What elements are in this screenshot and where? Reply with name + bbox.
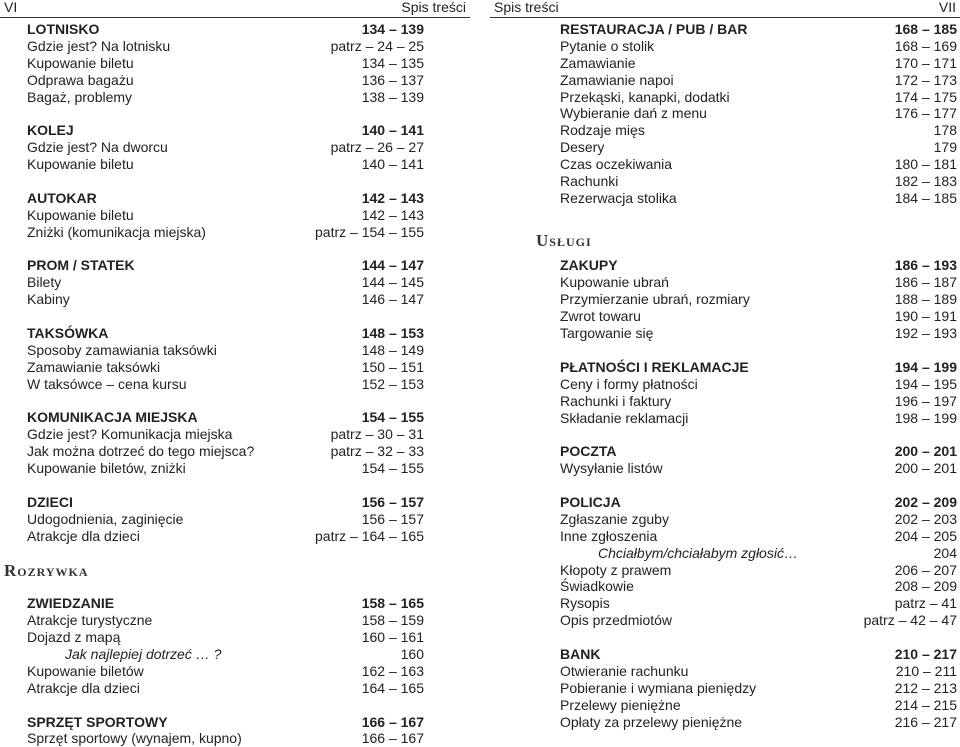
entry-pages: 214 – 215 xyxy=(894,696,957,713)
entry-pages: patrz – 164 – 165 xyxy=(315,527,424,544)
entry-pages: 176 – 177 xyxy=(894,105,957,122)
entry-pages: 202 – 203 xyxy=(894,510,957,527)
entry-pages: 208 – 209 xyxy=(894,578,957,595)
spacer xyxy=(560,477,957,494)
entry-pages: 204 – 205 xyxy=(894,527,957,544)
section-title xyxy=(536,231,592,251)
entry-title: Rachunki i faktury xyxy=(560,392,672,409)
toc-entry xyxy=(560,410,957,427)
entry-title: KOLEJ xyxy=(27,122,74,139)
entry-title: Gdzie jest? Na lotnisku xyxy=(27,37,171,54)
toc-entry xyxy=(27,72,424,89)
entry-title: W taksówce – cena kursu xyxy=(27,375,187,392)
entry-pages: 198 – 199 xyxy=(894,409,957,426)
entry-pages: 154 – 155 xyxy=(361,409,424,426)
entry-pages: patrz – 154 – 155 xyxy=(315,223,424,240)
entry-title: ZAKUPY xyxy=(560,257,618,274)
page-header xyxy=(490,0,960,18)
entry-pages: 138 – 139 xyxy=(361,88,424,105)
entry-title: Składanie reklamacji xyxy=(560,409,689,426)
toc-entry xyxy=(27,139,424,156)
entry-pages: patrz – 42 – 47 xyxy=(863,612,957,629)
table-of-contents xyxy=(560,21,957,730)
toc-entry xyxy=(27,528,424,545)
toc-entry xyxy=(560,714,957,731)
entry-pages: 179 xyxy=(933,139,957,156)
entry-title: RESTAURACJA / PUB / BAR xyxy=(560,21,748,37)
toc-entry xyxy=(560,38,957,55)
page-header xyxy=(0,0,470,18)
entry-title: BANK xyxy=(560,645,601,662)
toc-entry xyxy=(27,38,424,55)
entry-title: Odprawa bagażu xyxy=(27,71,134,88)
toc-entry xyxy=(560,274,957,291)
spacer xyxy=(560,342,957,359)
entry-pages: 210 – 217 xyxy=(894,645,957,662)
entry-pages: 194 – 199 xyxy=(894,358,957,375)
entry-title: Zniżki (komunikacja miejska) xyxy=(27,223,206,240)
toc-entry xyxy=(27,629,424,646)
running-title: Spis treści xyxy=(401,0,466,15)
entry-title: Otwieranie rachunku xyxy=(560,662,689,679)
toc-entry xyxy=(560,528,957,545)
entry-title: Zamawianie taksówki xyxy=(27,358,161,375)
entry-title: Przymierzanie ubrań, rozmiary xyxy=(560,291,750,308)
spacer xyxy=(27,697,424,714)
toc-heading xyxy=(27,494,424,511)
entry-title: Sprzęt sportowy (wynajem, kupno) xyxy=(27,730,242,747)
entry-title: Atrakcje dla dzieci xyxy=(27,527,140,544)
entry-title: Chciałbym/chciałabym zgłosić… xyxy=(598,544,798,561)
toc-entry xyxy=(27,291,424,308)
toc-entry xyxy=(27,680,424,697)
entry-pages: 216 – 217 xyxy=(894,713,957,730)
entry-title: Zamawianie napoi xyxy=(560,71,674,88)
entry-pages: patrz – 30 – 31 xyxy=(330,426,424,443)
entry-title: Kupowanie ubrań xyxy=(560,274,669,291)
entry-title: Przekąski, kanapki, dodatki xyxy=(560,88,730,105)
entry-pages: 156 – 157 xyxy=(361,493,424,510)
entry-title: Pobieranie i wymiana pieniędzy xyxy=(560,679,757,696)
entry-title: Rachunki xyxy=(560,173,619,190)
entry-title: Desery xyxy=(560,139,605,156)
toc-entry xyxy=(560,578,957,595)
entry-title: Atrakcje turystyczne xyxy=(27,612,153,629)
entry-title: Dojazd z mapą xyxy=(27,629,121,646)
entry-pages: patrz – 24 – 25 xyxy=(330,37,424,54)
page-number: VII xyxy=(938,0,956,15)
toc-entry xyxy=(560,173,957,190)
entry-pages: 166 – 167 xyxy=(361,730,424,747)
entry-pages: 160 xyxy=(400,645,424,662)
spacer xyxy=(27,393,424,410)
toc-heading xyxy=(560,359,957,376)
entry-pages: 192 – 193 xyxy=(894,325,957,342)
entry-pages: 190 – 191 xyxy=(894,308,957,325)
entry-pages: 166 – 167 xyxy=(361,713,424,730)
entry-pages: 142 – 143 xyxy=(361,189,424,206)
entry-title: Zwrot towaru xyxy=(560,308,641,325)
entry-pages: 144 – 145 xyxy=(361,274,424,291)
entry-title: Zgłaszanie zguby xyxy=(560,510,669,527)
entry-pages: 158 – 159 xyxy=(361,612,424,629)
toc-entry xyxy=(27,646,424,663)
entry-pages: patrz – 32 – 33 xyxy=(330,443,424,460)
entry-pages: 136 – 137 xyxy=(361,71,424,88)
entry-title: Sposoby zamawiania taksówki xyxy=(27,341,217,358)
toc-entry xyxy=(560,105,957,122)
entry-title: Kabiny xyxy=(27,291,70,308)
entry-pages: patrz – 41 xyxy=(894,595,957,612)
entry-pages: 146 – 147 xyxy=(361,291,424,308)
toc-entry xyxy=(560,139,957,156)
entry-pages: 206 – 207 xyxy=(894,561,957,578)
toc-entry xyxy=(27,89,424,106)
toc-entry xyxy=(560,393,957,410)
entry-pages: 202 – 209 xyxy=(894,493,957,510)
toc-entry xyxy=(27,359,424,376)
toc-entry xyxy=(560,291,957,308)
entry-pages: 140 – 141 xyxy=(361,156,424,173)
entry-title: Inne zgłoszenia xyxy=(560,527,658,544)
entry-pages: 168 – 185 xyxy=(894,21,957,37)
entry-title: Ceny i formy płatności xyxy=(560,375,698,392)
toc-entry xyxy=(27,612,424,629)
toc-entry xyxy=(560,156,957,173)
spacer xyxy=(27,241,424,258)
entry-title: SPRZĘT SPORTOWY xyxy=(27,713,168,730)
section-title xyxy=(4,561,89,581)
toc-heading xyxy=(560,494,957,511)
entry-title: Zamawianie xyxy=(560,54,636,71)
toc-entry xyxy=(27,511,424,528)
entry-title: Bilety xyxy=(27,274,62,291)
toc-heading xyxy=(27,714,424,731)
toc-entry xyxy=(560,325,957,342)
entry-title: Atrakcje dla dzieci xyxy=(27,679,140,696)
entry-pages: 160 – 161 xyxy=(361,629,424,646)
entry-title: POLICJA xyxy=(560,493,621,510)
toc-entry xyxy=(560,190,957,207)
toc-entry xyxy=(27,460,424,477)
entry-pages: 200 – 201 xyxy=(894,460,957,477)
table-of-contents xyxy=(27,21,424,747)
entry-pages: 148 – 153 xyxy=(361,325,424,342)
toc-entry xyxy=(560,663,957,680)
entry-pages: 186 – 187 xyxy=(894,274,957,291)
spacer xyxy=(27,477,424,494)
toc-entry xyxy=(560,460,957,477)
spacer xyxy=(560,426,957,443)
spacer xyxy=(27,308,424,325)
toc-heading xyxy=(27,325,424,342)
spacer xyxy=(27,173,424,190)
toc-entry xyxy=(560,595,957,612)
entry-pages: 150 – 151 xyxy=(361,358,424,375)
toc-entry xyxy=(27,730,424,747)
toc-entry xyxy=(560,562,957,579)
toc-heading xyxy=(27,595,424,612)
left-page xyxy=(0,0,470,747)
entry-title: PROM / STATEK xyxy=(27,257,135,274)
toc-entry xyxy=(560,545,957,562)
entry-pages: 152 – 153 xyxy=(361,375,424,392)
entry-title: Kłopoty z prawem xyxy=(560,561,672,578)
entry-title: Pytanie o stolik xyxy=(560,37,655,54)
spacer xyxy=(560,629,957,646)
entry-pages: 156 – 157 xyxy=(361,510,424,527)
entry-title: POCZTA xyxy=(560,443,617,460)
entry-title: Opis przedmiotów xyxy=(560,612,673,629)
entry-pages: 154 – 155 xyxy=(361,460,424,477)
toc-entry xyxy=(27,426,424,443)
entry-pages: 204 xyxy=(933,544,957,561)
entry-pages: 212 – 213 xyxy=(894,679,957,696)
toc-entry xyxy=(27,55,424,72)
toc-heading xyxy=(27,409,424,426)
toc-entry xyxy=(560,55,957,72)
entry-pages: 180 – 181 xyxy=(894,156,957,173)
entry-title: LOTNISKO xyxy=(27,21,100,37)
toc-entry xyxy=(560,122,957,139)
entry-pages: 186 – 193 xyxy=(894,257,957,274)
entry-title: Jak najlepiej dotrzeć … ? xyxy=(65,645,222,662)
toc-heading xyxy=(560,257,957,274)
entry-title: Czas oczekiwania xyxy=(560,156,673,173)
entry-title: Przelewy pieniężne xyxy=(560,696,681,713)
toc-heading xyxy=(27,21,424,38)
right-page xyxy=(490,0,960,738)
entry-pages: 158 – 165 xyxy=(361,595,424,612)
entry-pages: 148 – 149 xyxy=(361,341,424,358)
section-title-initial: U xyxy=(536,231,550,250)
toc-entry xyxy=(560,376,957,393)
entry-pages: 134 – 139 xyxy=(361,21,424,37)
toc-heading xyxy=(27,190,424,207)
entry-pages: 134 – 135 xyxy=(361,54,424,71)
entry-pages: 172 – 173 xyxy=(894,71,957,88)
spacer xyxy=(27,105,424,122)
spacer xyxy=(560,207,957,258)
entry-title: ZWIEDZANIE xyxy=(27,595,115,612)
toc-heading xyxy=(560,21,957,38)
entry-title: Rezerwacja stolika xyxy=(560,189,677,206)
toc-entry xyxy=(560,72,957,89)
entry-title: AUTOKAR xyxy=(27,189,97,206)
entry-pages: 200 – 201 xyxy=(894,443,957,460)
entry-pages: 188 – 189 xyxy=(894,291,957,308)
toc-entry xyxy=(560,680,957,697)
entry-pages: 168 – 169 xyxy=(894,37,957,54)
toc-entry xyxy=(560,308,957,325)
entry-pages: 164 – 165 xyxy=(361,679,424,696)
toc-entry xyxy=(27,663,424,680)
entry-title: TAKSÓWKA xyxy=(27,325,109,342)
entry-pages: 140 – 141 xyxy=(361,122,424,139)
entry-pages: 162 – 163 xyxy=(361,662,424,679)
entry-title: Bagaż, problemy xyxy=(27,88,133,105)
entry-pages: 178 xyxy=(933,122,957,139)
toc-entry xyxy=(27,224,424,241)
toc-entry xyxy=(27,156,424,173)
entry-title: Kupowanie biletu xyxy=(27,54,134,71)
entry-title: Opłaty za przelewy pieniężne xyxy=(560,713,743,730)
toc-entry xyxy=(27,342,424,359)
entry-pages: 142 – 143 xyxy=(361,206,424,223)
entry-pages: 144 – 147 xyxy=(361,257,424,274)
entry-pages: 170 – 171 xyxy=(894,54,957,71)
entry-pages: 184 – 185 xyxy=(894,189,957,206)
toc-entry xyxy=(560,697,957,714)
toc-heading xyxy=(560,646,957,663)
entry-title: Kupowanie biletu xyxy=(27,156,134,173)
entry-title: Rysopis xyxy=(560,595,610,612)
entry-pages: 194 – 195 xyxy=(894,375,957,392)
entry-pages: patrz – 26 – 27 xyxy=(330,139,424,156)
entry-pages: 182 – 183 xyxy=(894,173,957,190)
entry-title: Gdzie jest? Na dworcu xyxy=(27,139,168,156)
toc-entry xyxy=(27,443,424,460)
toc-entry xyxy=(27,274,424,291)
entry-title: Wysyłanie listów xyxy=(560,460,663,477)
toc-entry xyxy=(560,612,957,629)
entry-pages: 210 – 211 xyxy=(895,662,957,679)
entry-title: Targowanie się xyxy=(560,325,654,342)
entry-title: Kupowanie biletu xyxy=(27,206,134,223)
section-title-rest: OZRYWKA xyxy=(17,565,89,579)
entry-title: Gdzie jest? Komunikacja miejska xyxy=(27,426,233,443)
toc-heading xyxy=(27,257,424,274)
toc-heading xyxy=(560,443,957,460)
entry-title: Świadkowie xyxy=(560,578,634,595)
entry-title: KOMUNIKACJA MIEJSKA xyxy=(27,409,198,426)
entry-title: PŁATNOŚCI I REKLAMACJE xyxy=(560,358,749,375)
entry-title: Wybieranie dań z menu xyxy=(560,105,707,122)
section-title-initial: R xyxy=(4,561,18,580)
entry-title: Udogodnienia, zaginięcie xyxy=(27,510,184,527)
entry-title: Kupowanie biletów, zniżki xyxy=(27,460,186,477)
entry-title: Jak można dotrzeć do tego miejsca? xyxy=(27,443,255,460)
entry-title: Kupowanie biletów xyxy=(27,662,144,679)
running-title: Spis treści xyxy=(494,0,559,15)
toc-entry xyxy=(560,511,957,528)
page-number: VI xyxy=(4,0,18,15)
entry-pages: 196 – 197 xyxy=(894,392,957,409)
toc-entry xyxy=(560,89,957,106)
section-title-rest: SŁUGI xyxy=(549,235,592,249)
toc-entry xyxy=(27,207,424,224)
toc-heading xyxy=(27,122,424,139)
entry-pages: 174 – 175 xyxy=(894,88,957,105)
entry-title: Rodzaje mięs xyxy=(560,122,645,139)
entry-title: DZIECI xyxy=(27,493,73,510)
toc-entry xyxy=(27,376,424,393)
